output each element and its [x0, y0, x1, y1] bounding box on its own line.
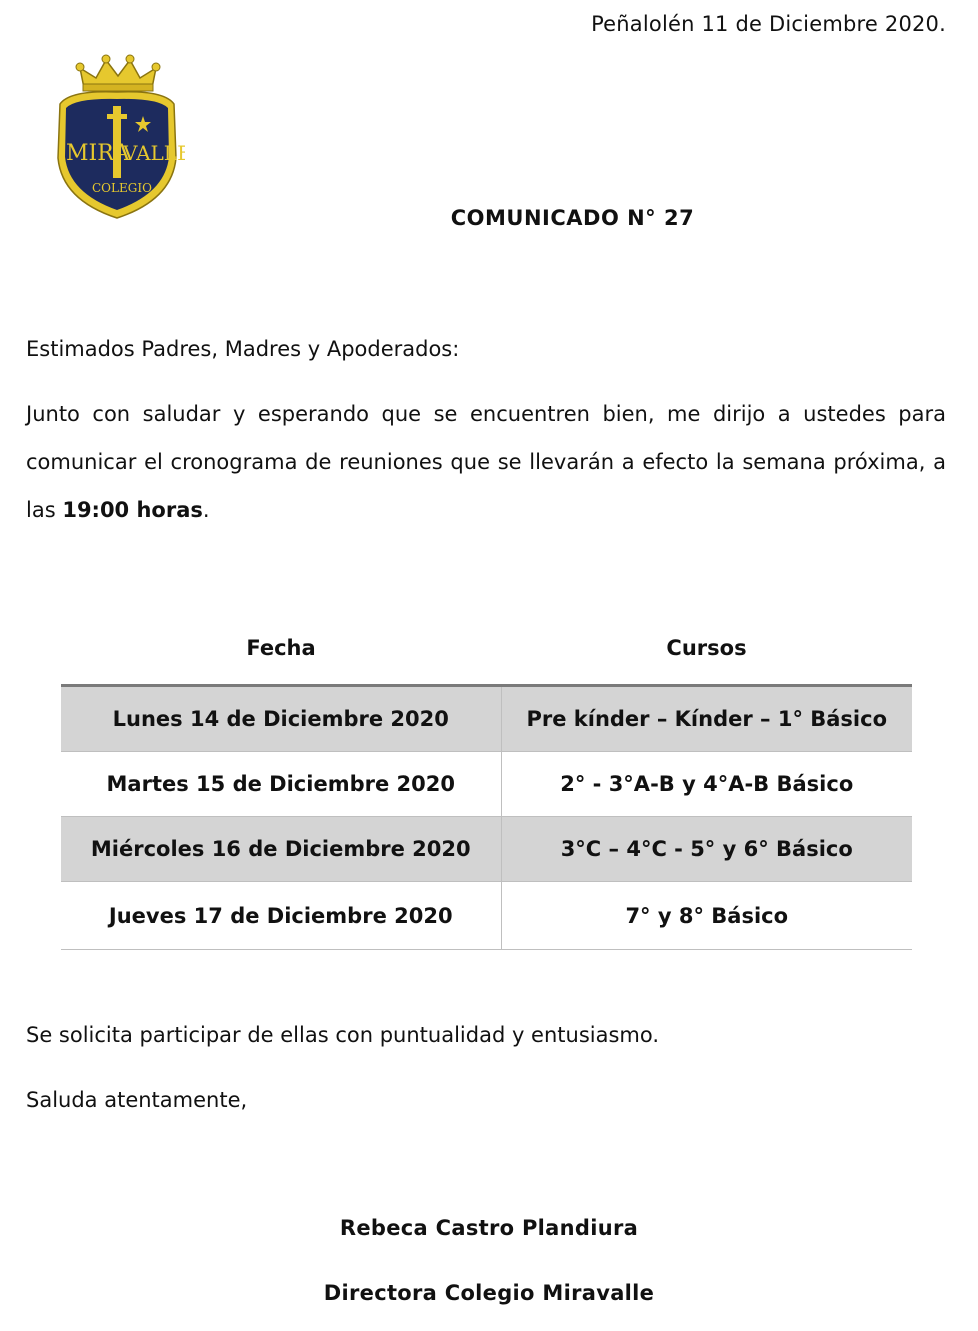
crown-icon	[76, 55, 160, 91]
paragraph-text: Junto con saludar y esperando que se encuentren bien, me dirijo a ustedes para comunicar el cronograma de reuniones que se llevarán a efecto la semana próxima, a las	[26, 402, 946, 522]
cursos-cell: 2° - 3°A-B y 4°A-B Básico	[501, 752, 912, 817]
closing-request: Se solicita participar de ellas con puntualidad y entusiasmo.	[26, 1023, 660, 1047]
paragraph-end: .	[202, 498, 210, 522]
header-fecha: Fecha	[246, 636, 316, 660]
miravalle-crest-icon	[50, 50, 185, 222]
signature-name: Rebeca Castro Plandiura	[339, 1216, 639, 1240]
cursos-cell: 3°C – 4°C - 5° y 6° Básico	[501, 817, 912, 882]
header-cursos: Cursos	[666, 636, 747, 660]
fecha-cell: Lunes 14 de Diciembre 2020	[61, 686, 501, 752]
closing-farewell: Saluda atentamente,	[26, 1088, 248, 1112]
fecha-cell: Martes 15 de Diciembre 2020	[61, 752, 501, 817]
body-paragraph	[26, 390, 946, 534]
table-row	[61, 817, 912, 882]
table-row	[61, 882, 912, 950]
table-row	[61, 752, 912, 817]
signature-role: Directora Colegio Miravalle	[323, 1281, 655, 1305]
fecha-cell: Miércoles 16 de Diciembre 2020	[61, 817, 501, 882]
school-logo	[50, 50, 185, 222]
date-line: Peñalolén 11 de Diciembre 2020.	[591, 12, 946, 36]
meeting-time: 19:00 horas	[62, 498, 203, 522]
logo-text-bottom: COLEGIO	[92, 181, 152, 195]
logo-text-left: MIRA	[66, 141, 130, 166]
table-row	[61, 686, 912, 752]
logo-text-right: VALLE	[123, 141, 185, 165]
document-title: COMUNICADO N° 27	[450, 206, 695, 230]
fecha-cell: Jueves 17 de Diciembre 2020	[61, 882, 501, 950]
schedule-table	[61, 684, 912, 950]
cursos-cell: Pre kínder – Kínder – 1° Básico	[501, 686, 912, 752]
salutation: Estimados Padres, Madres y Apoderados:	[26, 337, 460, 361]
cursos-cell: 7° y 8° Básico	[501, 882, 912, 950]
